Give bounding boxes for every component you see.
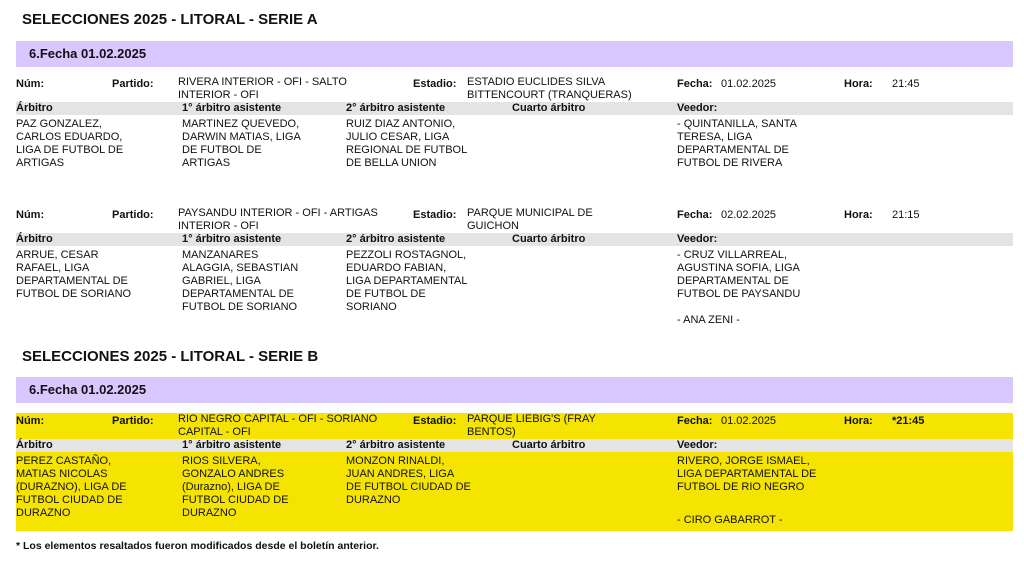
num-label: Núm: <box>16 415 45 427</box>
veedor-header: Veedor: <box>677 439 718 451</box>
asistente2-header: 2° árbitro asistente <box>346 439 446 451</box>
fecha-header-serie-a: 6.Fecha 01.02.2025 <box>16 41 1013 67</box>
asistente1-value: MANZANARES ALAGGIA, SEBASTIAN GABRIEL, LIGA DEPARTAMENTAL DE FUTBOL DE SORIANO <box>182 249 299 313</box>
asistente2-value: MONZON RINALDI, JUAN ANDRES, LIGA DE FUTBOL CIUDAD DE DURAZNO <box>346 455 471 506</box>
fecha-label: Fecha: <box>677 209 713 221</box>
asistente2-header: 2° árbitro asistente <box>346 102 446 114</box>
match-info-row <box>16 76 1013 102</box>
fecha-value: 01.02.2025 <box>721 415 777 427</box>
referee-header-row <box>16 102 1013 115</box>
asistente2-header: 2° árbitro asistente <box>346 233 446 245</box>
match-info-row <box>16 207 1013 233</box>
partido-value: RIVERA INTERIOR - OFI - SALTO INTERIOR - OFI <box>178 76 347 101</box>
hora-value: 21:45 <box>892 78 920 90</box>
veedor-header: Veedor: <box>677 102 718 114</box>
fecha-header-serie-b: 6.Fecha 01.02.2025 <box>16 377 1013 403</box>
referee-header-row <box>16 439 1013 452</box>
cuarto-header: Cuarto árbitro <box>512 102 586 114</box>
estadio-value: ESTADIO EUCLIDES SILVA BITTENCOURT (TRANQUERAS) <box>467 76 632 101</box>
fecha-value: 02.02.2025 <box>721 209 777 221</box>
asistente2-value: RUIZ DIAZ ANTONIO, JULIO CESAR, LIGA REGIONAL DE FUTBOL DE BELLA UNION <box>346 118 467 169</box>
partido-value: PAYSANDU INTERIOR - OFI - ARTIGAS INTERIOR - OFI <box>178 207 378 232</box>
veedor-secondary-value: - ANA ZENI - <box>677 314 740 326</box>
hora-value: *21:45 <box>892 415 925 427</box>
match-card-highlighted <box>16 413 1013 531</box>
asistente1-value: RIOS SILVERA, GONZALO ANDRES (Durazno), LIGA DE FUTBOL CIUDAD DE DURAZNO <box>182 455 289 519</box>
estadio-label: Estadio: <box>413 415 457 427</box>
num-label: Núm: <box>16 78 45 90</box>
section-title-serie-a: SELECCIONES 2025 - LITORAL - SERIE A <box>22 11 318 28</box>
estadio-value: PARQUE MUNICIPAL DE GUICHON <box>467 207 593 232</box>
asistente1-value: MARTINEZ QUEVEDO, DARWIN MATIAS, LIGA DE FUTBOL DE ARTIGAS <box>182 118 301 169</box>
veedor-header: Veedor: <box>677 233 718 245</box>
partido-label: Partido: <box>112 78 154 90</box>
hora-value: 21:15 <box>892 209 920 221</box>
estadio-value: PARQUE LIEBIG'S (FRAY BENTOS) <box>467 413 596 438</box>
arbitro-header: Árbitro <box>16 439 53 451</box>
hora-label: Hora: <box>844 415 873 427</box>
partido-value: RIO NEGRO CAPITAL - OFI - SORIANO CAPITAL - OFI <box>178 413 378 438</box>
arbitro-header: Árbitro <box>16 233 53 245</box>
veedor-value: - QUINTANILLA, SANTA TERESA, LIGA DEPARTAMENTAL DE FUTBOL DE RIVERA <box>677 118 797 169</box>
arbitro-value: ARRUE, CESAR RAFAEL, LIGA DEPARTAMENTAL DE FUTBOL DE SORIANO <box>16 249 132 300</box>
fecha-label: Fecha: <box>677 78 713 90</box>
partido-label: Partido: <box>112 209 154 221</box>
cuarto-header: Cuarto árbitro <box>512 233 586 245</box>
arbitro-value: PEREZ CASTAÑO, MATIAS NICOLAS (DURAZNO), LIGA DE FUTBOL CIUDAD DE DURAZNO <box>16 455 127 519</box>
match-info-row <box>16 413 1013 439</box>
match-card <box>16 76 1013 186</box>
asistente1-header: 1° árbitro asistente <box>182 439 282 451</box>
asistente1-header: 1° árbitro asistente <box>182 233 282 245</box>
match-card <box>16 207 1013 329</box>
partido-label: Partido: <box>112 415 154 427</box>
asistente1-header: 1° árbitro asistente <box>182 102 282 114</box>
estadio-label: Estadio: <box>413 209 457 221</box>
veedor-secondary-value: - CIRO GABARROT - <box>677 514 783 526</box>
asistente2-value: PEZZOLI ROSTAGNOL, EDUARDO FABIAN, LIGA DEPARTAMENTAL DE FUTBOL DE SORIANO <box>346 249 468 313</box>
fecha-value: 01.02.2025 <box>721 78 777 90</box>
estadio-label: Estadio: <box>413 78 457 90</box>
hora-label: Hora: <box>844 78 873 90</box>
num-label: Núm: <box>16 209 45 221</box>
section-title-serie-b: SELECCIONES 2025 - LITORAL - SERIE B <box>22 348 319 365</box>
fecha-label: Fecha: <box>677 415 713 427</box>
arbitro-header: Árbitro <box>16 102 53 114</box>
referee-header-row <box>16 233 1013 246</box>
veedor-value: RIVERO, JORGE ISMAEL, LIGA DEPARTAMENTAL DE FUTBOL DE RIO NEGRO <box>677 455 817 493</box>
hora-label: Hora: <box>844 209 873 221</box>
footnote: * Los elementos resaltados fueron modificados desde el boletín anterior. <box>16 540 379 552</box>
veedor-value: - CRUZ VILLARREAL, AGUSTINA SOFIA, LIGA DEPARTAMENTAL DE FUTBOL DE PAYSANDU <box>677 249 801 300</box>
cuarto-header: Cuarto árbitro <box>512 439 586 451</box>
arbitro-value: PAZ GONZALEZ, CARLOS EDUARDO, LIGA DE FUTBOL DE ARTIGAS <box>16 118 124 169</box>
